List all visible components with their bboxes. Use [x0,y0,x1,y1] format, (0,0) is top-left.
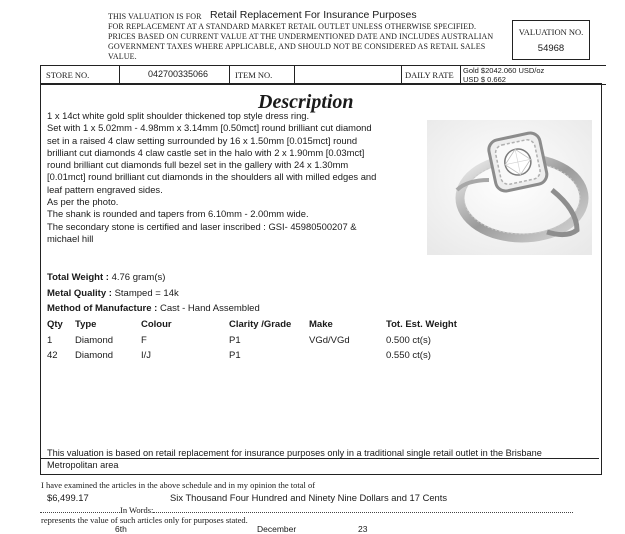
valuation-number-box [512,20,590,60]
cell-colour: I/J [141,350,152,361]
cell-clarity: P1 [229,335,241,346]
valuation-number: 54968 [537,43,565,54]
manufacture-method-value: Cast - Hand Assembled [159,303,260,314]
description-line: Set with 1 x 5.02mm - 4.98mm x 3.14mm [0.50mct] round brilliant cut diamond [47,122,372,134]
valuation-number-label: VALUATION NO. [518,27,584,37]
column-header-make: Make [309,319,333,330]
item-number-label: ITEM NO. [235,70,273,80]
header-line: GOVERNMENT TAXES WHERE APPLICABLE, AND SHOULD NOT BE CONSIDERED AS RETAIL SALES VALUE. [108,42,486,61]
store-number-label: STORE NO. [46,70,90,80]
column-header-type: Type [75,319,97,330]
header-line: PRICES BASED ON CURRENT VALUE AT THE UNDERMENTIONED DATE AND INCLUDES AUSTRALIAN [108,32,494,41]
usd-rate: USD $ 0.662 [463,75,506,84]
description-line: The secondary stone is certified and laser inscribed : GSI- 45980500207 & [47,220,357,232]
description-title: Description [258,91,354,113]
column-header-qty: Qty [47,319,63,330]
total-weight-label: Total Weight : [47,272,109,283]
cell-qty: 42 [47,350,58,361]
valuation-basis-note: This valuation is based on retail replacement for insurance purposes only in a traditional single retail outlet in the Brisbane Metropolitan area [47,448,542,470]
column-header-clarity: Clarity /Grade [229,319,292,330]
metal-quality [47,288,179,299]
cell-type: Diamond [75,335,114,346]
ring-photo [427,120,592,255]
daily-rate-label: DAILY RATE [405,70,454,80]
metal-quality-value: Stamped = 14k [114,288,179,299]
cell-colour: F [141,335,147,346]
description-line: set in a raised 4 claw setting surrounded by 16 x 1.50mm [0.015mct] round [47,134,358,146]
description-text [47,110,427,245]
cell-weight: 0.550 ct(s) [386,350,431,361]
total-amount: $6,499.17 [47,492,89,503]
description-line: leaf pattern engraved sides. [47,183,163,195]
description-line: [0.01mct] round brilliant cut diamonds in the shoulders all with milled edges and [47,171,377,183]
cell-type: Diamond [75,350,114,361]
in-words-line [40,505,573,515]
store-info-row [40,65,606,85]
column-header-weight: Tot. Est. Weight [386,319,457,330]
description-line: michael hill [47,232,94,244]
date-day: 6th [115,524,127,534]
in-words-label: In Words: [120,505,154,515]
description-line: As per the photo. [47,196,119,208]
cell-make: VGd/VGd [309,335,350,346]
header-line: THIS VALUATION IS FOR [108,12,202,21]
header-line: FOR REPLACEMENT AT A STANDARD MARKET RETAIL OUTLET UNLESS OTHERWISE SPECIFIED. [108,22,477,31]
metal-quality-label: Metal Quality : [47,288,112,299]
valuation-purpose: Retail Replacement For Insurance Purposes [210,9,417,21]
date-month: December [257,524,297,534]
manufacture-method-label: Method of Manufacture : [47,303,158,314]
gold-rate: Gold $2042.060 USD/oz [463,66,545,75]
total-weight-value: 4.76 gram(s) [111,272,166,283]
description-line: 1 x 14ct white gold split shoulder thickened top style dress ring. [47,110,310,121]
description-line: The shank is rounded and tapers from 6.10mm - 2.00mm wide. [47,208,309,220]
column-header-colour: Colour [141,319,172,330]
cell-weight: 0.500 ct(s) [386,335,431,346]
represents-statement: represents the value of such articles only for purposes stated. [41,515,248,525]
store-number: 042700335066 [148,69,209,79]
date-year: 23 [358,524,368,534]
total-weight [47,272,165,283]
cell-clarity: P1 [229,350,241,361]
description-line: brilliant cut diamonds 4 claw castle set in the halo with 2 x 1.90mm [0.03mct] [47,146,365,158]
amount-in-words: Six Thousand Four Hundred and Ninety Nine Dollars and 17 Cents [170,492,448,503]
manufacture-method [47,303,260,314]
description-line: round brilliant cut diamonds full bezel set in the gallery with 24 x 1.30mm [47,159,349,171]
examined-statement: I have examined the articles in the above schedule and in my opinion the total of [41,480,316,490]
cell-qty: 1 [47,335,53,346]
